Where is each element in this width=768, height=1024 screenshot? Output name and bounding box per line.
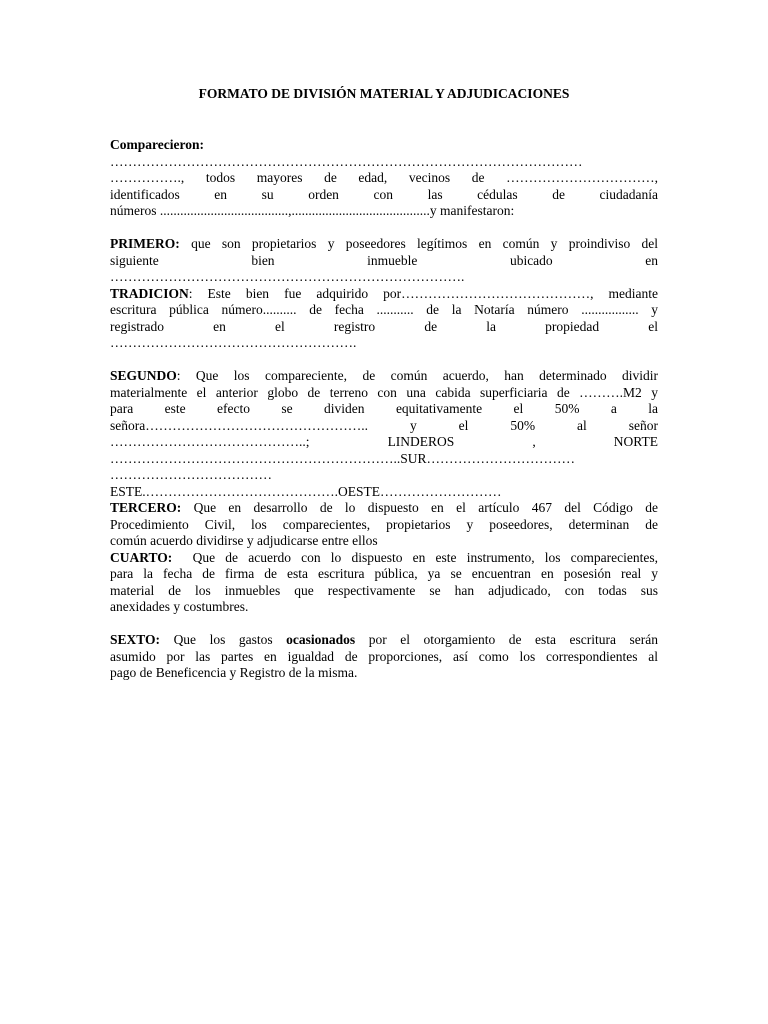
sexto-line-2: asumido por las partes en igualdad de proporciones, así como los correspondientes al bbox=[110, 648, 658, 664]
cuarto-line-1 bbox=[110, 550, 658, 567]
segundo-line-1 bbox=[110, 368, 658, 385]
section-segundo bbox=[110, 368, 658, 616]
segundo-line-5: ……………………………………..; LINDEROS , NORTE bbox=[110, 434, 658, 449]
segundo-line-6: ………………………………………………………..SUR…………………………… bbox=[110, 450, 576, 466]
segundo-line-3: para este efecto se dividen equitativamente el 50% a la bbox=[110, 401, 658, 416]
segundo-line-4: señora………………………………………….. y el 50% al señor bbox=[110, 417, 658, 433]
primero-line-3: ……………………………………………………………………. bbox=[110, 269, 465, 284]
tercero-text-1: Que en desarrollo de lo dispuesto en el artículo 467 del Código de bbox=[193, 500, 659, 515]
tradicion-line-2: escritura pública número.......... de fecha ........... de la Notaría número ................. y bbox=[110, 302, 658, 317]
tradicion-line-1 bbox=[110, 286, 658, 303]
cuarto-line-4: anexidades y costumbres. bbox=[110, 599, 249, 614]
segundo-line-8: ESTE.…………………………………….OESTE……………………… bbox=[110, 483, 502, 499]
tercero-line-3: común acuerdo dividirse y adjudicarse entre ellos bbox=[110, 533, 378, 548]
comparecieron-heading: Comparecieron: bbox=[110, 137, 204, 152]
tradicion-heading: TRADICION bbox=[110, 285, 189, 301]
tercero-line-2: Procedimiento Civil, los comparecientes, propietarios y poseedores, determinan de bbox=[110, 516, 658, 532]
primero-line-2: siguiente bien inmueble ubicado en bbox=[110, 252, 658, 268]
sexto-emphasis: ocasionados bbox=[286, 632, 356, 647]
tercero-line-1 bbox=[110, 500, 658, 517]
sexto-line-1 bbox=[110, 632, 658, 649]
tradicion-line-3: registrado en el registro de la propiedad el bbox=[110, 318, 658, 334]
cuarto-line-2: para la fecha de firma de esta escritura pública, ya se encuentran en posesión real y bbox=[110, 566, 658, 581]
primero-text-1: que son propietarios y poseedores legítimos en común y proindiviso del bbox=[191, 236, 659, 251]
document-title: FORMATO DE DIVISIÓN MATERIAL Y ADJUDICACIONES bbox=[198, 86, 570, 101]
cuarto-text-1: Que de acuerdo con lo dispuesto en este instrumento, los comparecientes, bbox=[192, 549, 659, 565]
cuarto-heading: CUARTO: bbox=[110, 549, 173, 565]
comparecieron-line-2: ……………., todos mayores de edad, vecinos de ……………………………, bbox=[110, 170, 658, 185]
comparecieron-line-3: identificados en su orden con las cédulas de ciudadanía bbox=[110, 186, 658, 202]
sexto-line-3: pago de Beneficencia y Registro de la misma. bbox=[110, 665, 358, 680]
primero-heading: PRIMERO: bbox=[110, 236, 180, 251]
section-primero bbox=[110, 236, 658, 352]
comparecieron-line-4: números ......................................,.........................................y manifestaron: bbox=[110, 203, 515, 218]
sexto-text-1a: Que los gastos bbox=[173, 632, 273, 647]
segundo-line-7: ……………………………… bbox=[110, 467, 272, 482]
tradicion-line-4: ………………………………………………. bbox=[110, 335, 357, 350]
section-comparecieron bbox=[110, 137, 658, 220]
tercero-heading: TERCERO: bbox=[110, 500, 182, 515]
comparecieron-line-1: …………………………………………………………………………………………… bbox=[110, 153, 583, 169]
cuarto-line-3: material de los inmuebles que respectivamente se han adjudicado, con todas sus bbox=[110, 582, 658, 598]
segundo-text-1: : Que los compareciente, de común acuerdo, han determinado dividir bbox=[176, 368, 658, 383]
segundo-heading: SEGUNDO bbox=[110, 368, 177, 383]
primero-line-1 bbox=[110, 236, 658, 253]
section-sexto bbox=[110, 632, 658, 682]
segundo-line-2: materialmente el anterior globo de terreno con una cabida superficiaria de ……….M2 y bbox=[110, 384, 658, 400]
tradicion-text-1: : Este bien fue adquirido por……………………………………, mediante bbox=[188, 285, 658, 301]
document-body bbox=[110, 137, 658, 682]
sexto-text-1c: por el otorgamiento de esta escritura serán bbox=[368, 632, 659, 647]
sexto-heading: SEXTO: bbox=[110, 632, 161, 647]
